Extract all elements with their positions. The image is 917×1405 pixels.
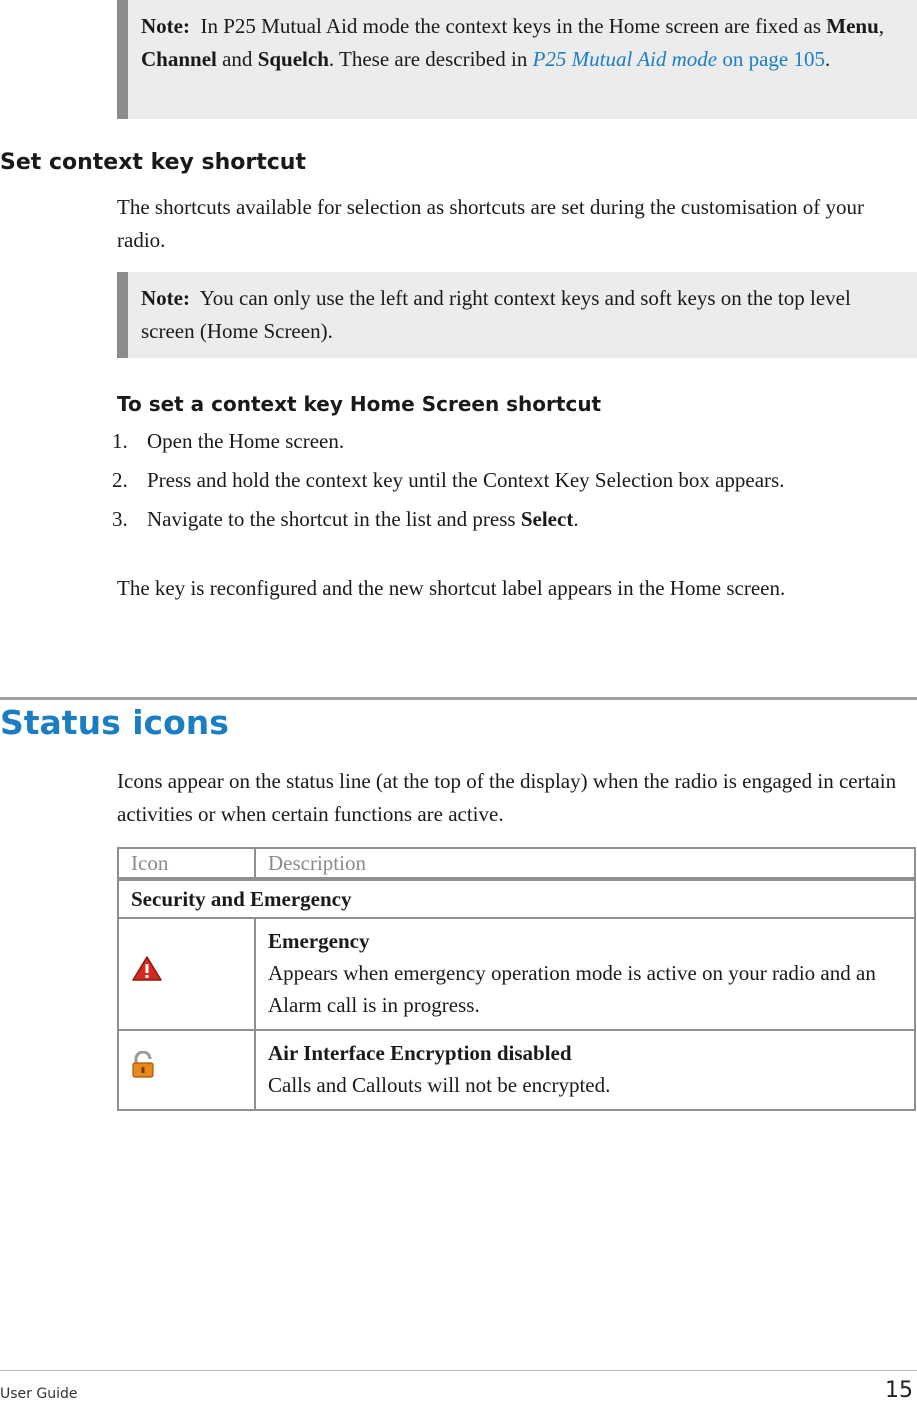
unlocked-padlock-icon xyxy=(131,1060,155,1084)
section-heading-status-icons: Status icons xyxy=(0,703,229,742)
page-number: 15 xyxy=(885,1378,913,1403)
key-squelch: Squelch xyxy=(257,47,329,71)
note-text: You can only use the left and right context keys and soft keys on the top level screen (Home Screen). xyxy=(141,286,851,343)
status-icons-intro: Icons appear on the status line (at the top of the display) when the radio is engaged in certain activities or when certain functions are active. xyxy=(117,769,897,826)
procedure-result: The key is reconfigured and the new shortcut label appears in the Home screen. xyxy=(117,576,786,600)
footer-label: User Guide xyxy=(0,1386,78,1402)
shortcut-intro: The shortcuts available for selection as shortcuts are set during the customisation of your radio. xyxy=(117,195,865,252)
row-text: Appears when emergency operation mode is active on your radio and an Alarm call is in progress. xyxy=(268,961,876,1017)
group-label: Security and Emergency xyxy=(118,879,915,918)
note-text: In P25 Mutual Aid mode the context keys in the Home screen are fixed as xyxy=(200,14,821,38)
note-label: Note: xyxy=(141,286,190,310)
procedure-step: 1. Open the Home screen. xyxy=(112,429,345,453)
warning-triangle-icon xyxy=(131,964,163,988)
note-box-mutual-aid: Note: In P25 Mutual Aid mode the context keys in the Home screen are fixed as Menu, Channel and Squelch. These are described in P25 Mutual Aid mode on page 105. xyxy=(117,0,917,119)
select-key-label: Select xyxy=(520,507,574,531)
note-box-context-keys xyxy=(117,272,917,358)
procedure-step: 2. Press and hold the context key until the Context Key Selection box appears. xyxy=(112,468,785,492)
note-label: Note: xyxy=(141,14,190,38)
table-group-row xyxy=(118,879,915,918)
section-divider xyxy=(0,697,917,700)
procedure-heading: To set a context key Home Screen shortcut xyxy=(117,392,602,416)
procedure-steps xyxy=(112,425,892,542)
subheading-set-context-key-shortcut: Set context key shortcut xyxy=(0,150,306,175)
icon-cell xyxy=(118,1030,255,1110)
row-text: Calls and Callouts will not be encrypted. xyxy=(268,1073,611,1097)
icon-cell xyxy=(118,918,255,1030)
column-header-icon: Icon xyxy=(118,848,255,879)
table-row xyxy=(118,1030,915,1110)
column-header-description: Description xyxy=(255,848,915,879)
footer-divider xyxy=(0,1370,917,1371)
description-cell xyxy=(255,918,915,1030)
key-channel: Channel xyxy=(141,47,217,71)
key-menu: Menu xyxy=(826,14,879,38)
xref-link-p25-mutual-aid[interactable]: P25 Mutual Aid mode on page 105 xyxy=(532,47,826,71)
row-title: Air Interface Encryption disabled xyxy=(268,1041,572,1065)
table-header-row xyxy=(118,848,915,879)
row-title: Emergency xyxy=(268,929,370,953)
table-row xyxy=(118,918,915,1030)
status-icons-table xyxy=(117,847,916,1111)
description-cell xyxy=(255,1030,915,1110)
procedure-step: 3. Navigate to the shortcut in the list and press Select. xyxy=(112,507,579,531)
